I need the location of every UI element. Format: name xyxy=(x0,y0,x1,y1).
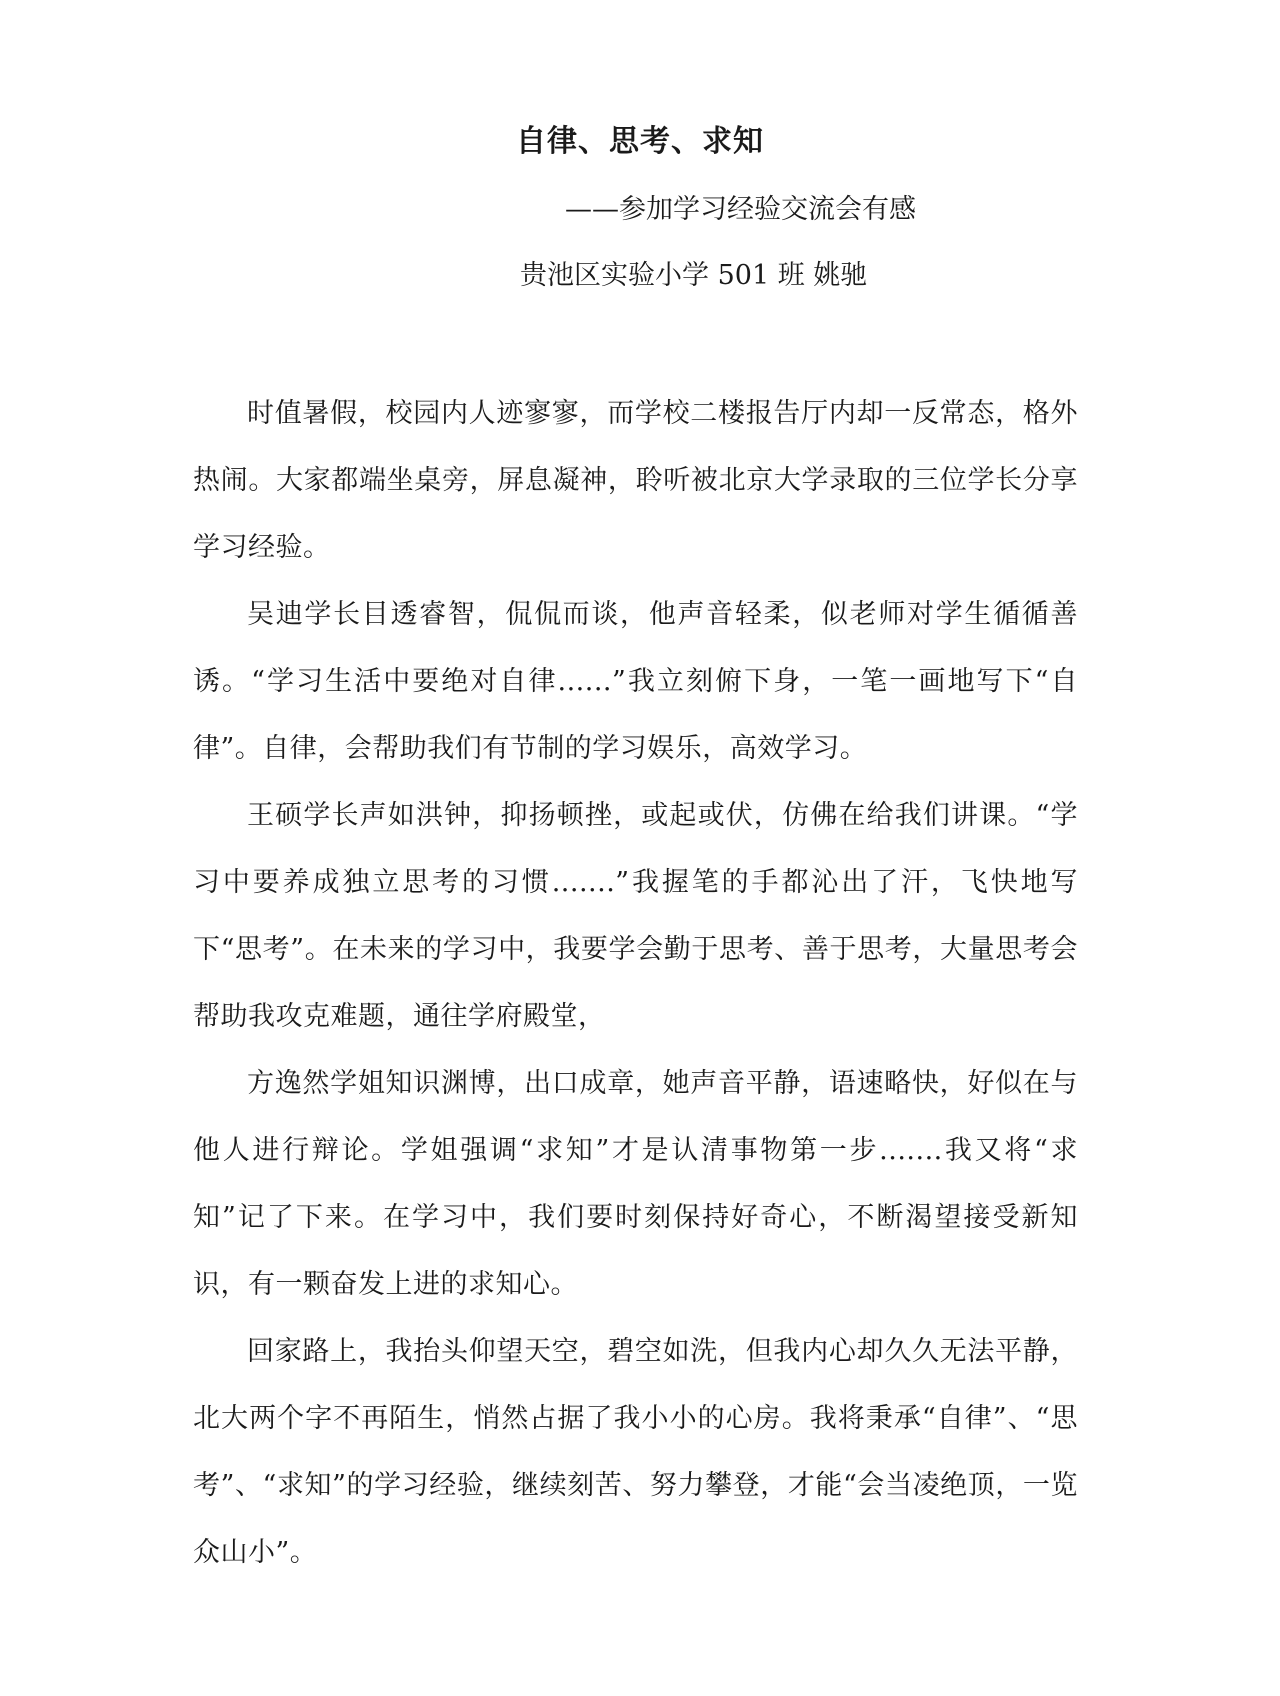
document-body xyxy=(193,380,1078,1586)
document-title: 自律、思考、求知 xyxy=(516,124,764,159)
paragraph-5: 回家路上，我抬头仰望天空，碧空如洗，但我内心却久久无法平静，北大两个字不再陌生，悄然占据了我小小的心房。我将秉承“自律”、“思考”、“求知”的学习经验，继续刻苦、努力攀登，才能“会当凌绝顶，一览众山小”。 xyxy=(193,1336,1078,1568)
paragraph-2: 吴迪学长目透睿智，侃侃而谈，他声音轻柔，似老师对学生循循善诱。“学习生活中要绝对自律......”我立刻俯下身，一笔一画地写下“自律”。自律，会帮助我们有节制的学习娱乐，高效学习。 xyxy=(193,599,1078,764)
author-byline: 贵池区实验小学 501 班 姚驰 xyxy=(520,260,868,291)
paragraph-3: 王硕学长声如洪钟，抑扬顿挫，或起或伏，仿佛在给我们讲课。“学习中要养成独立思考的习惯.......”我握笔的手都沁出了汗，飞快地写下“思考”。在未来的学习中，我要学会勤于思考、善于思考，大量思考会帮助我攻克难题，通往学府殿堂， xyxy=(193,800,1078,1032)
document-subtitle: ——参加学习经验交流会有感 xyxy=(565,194,916,225)
paragraph-4: 方逸然学姐知识渊博，出口成章，她声音平静，语速略快，好似在与他人进行辩论。学姐强调“求知”才是认清事物第一步.......我又将“求知”记了下来。在学习中，我们要时刻保持好奇心，不断渴望接受新知识，有一颗奋发上进的求知心。 xyxy=(193,1068,1078,1300)
paragraph-1: 时值暑假，校园内人迹寥寥，而学校二楼报告厅内却一反常态，格外热闹。大家都端坐桌旁，屏息凝神，聆听被北京大学录取的三位学长分享学习经验。 xyxy=(193,398,1078,563)
